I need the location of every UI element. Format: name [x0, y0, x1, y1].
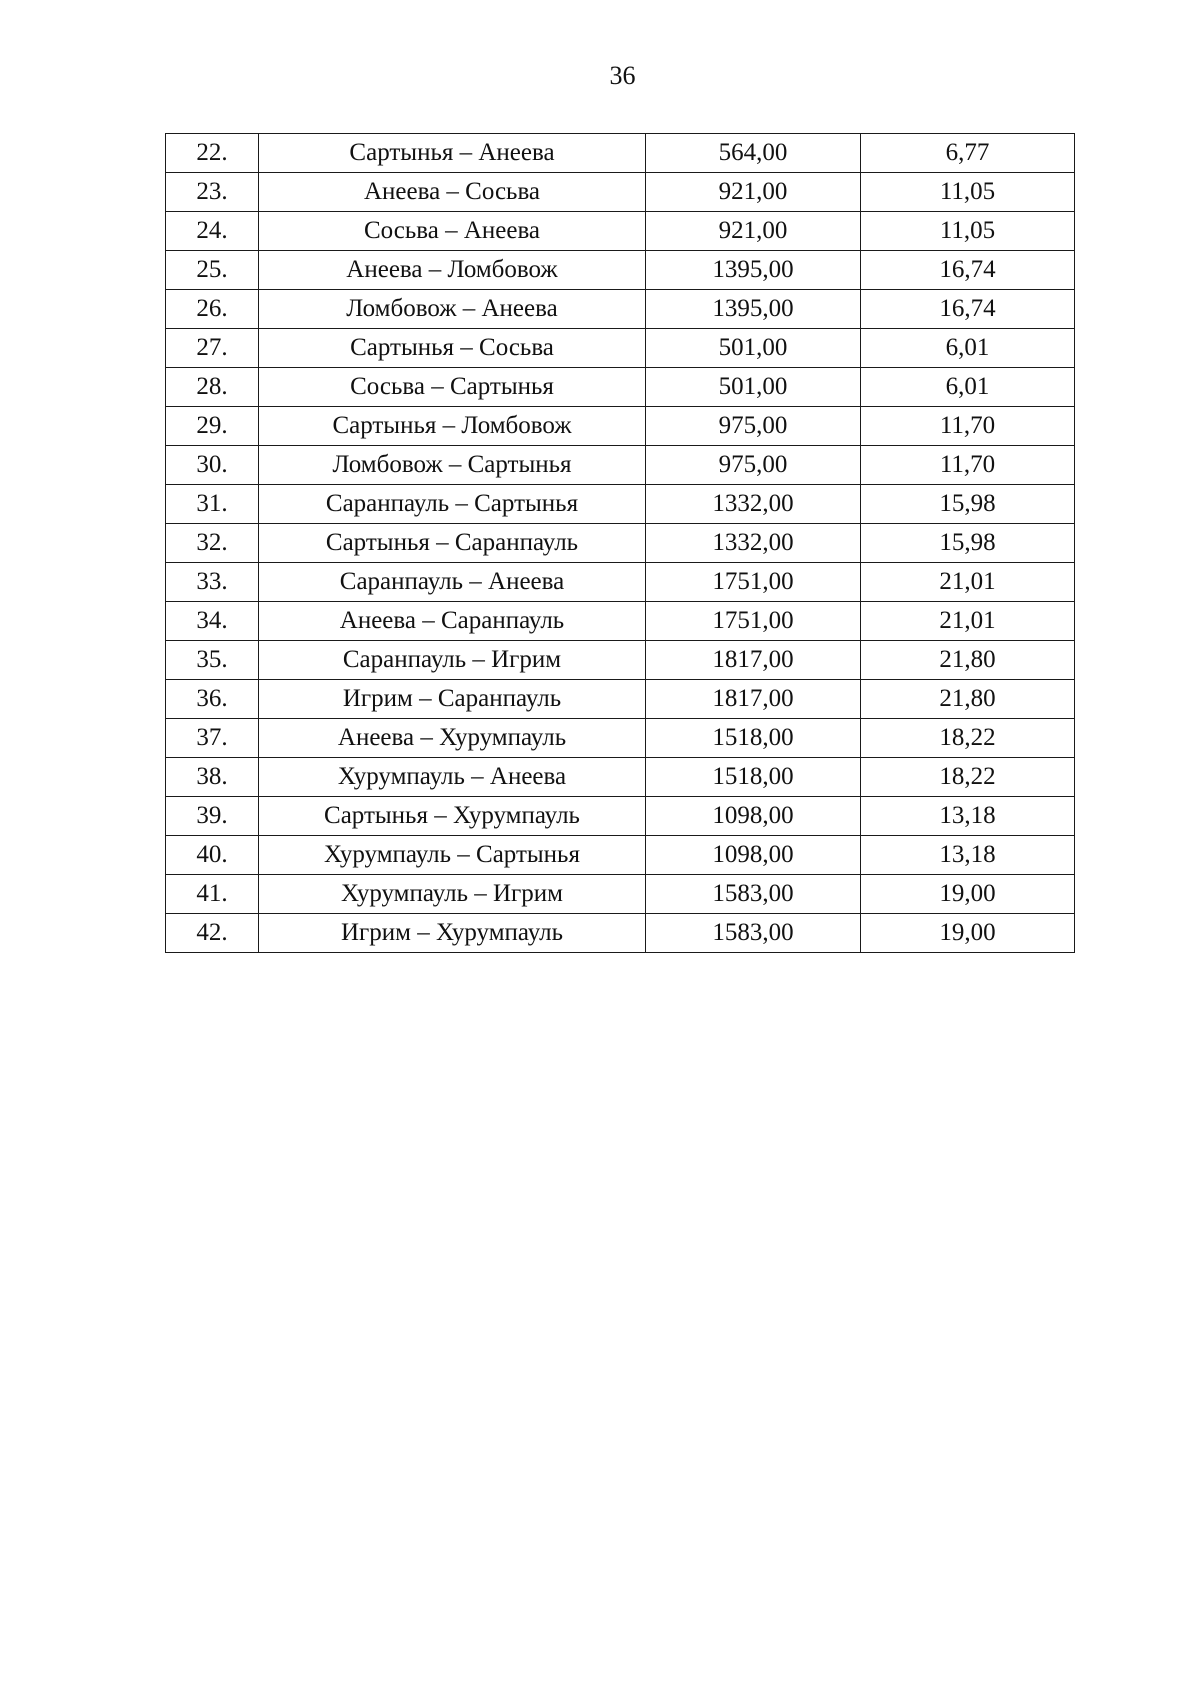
row-number-cell: 33.	[166, 563, 259, 602]
time-cell: 18,22	[861, 758, 1075, 797]
time-cell: 6,77	[861, 134, 1075, 173]
table-row	[166, 680, 1075, 719]
time-cell: 13,18	[861, 836, 1075, 875]
route-cell: Анеева – Хурумпауль	[259, 719, 646, 758]
route-cell: Анеева – Сосьва	[259, 173, 646, 212]
time-cell: 15,98	[861, 524, 1075, 563]
route-cell: Саранпауль – Сартынья	[259, 485, 646, 524]
route-cell: Хурумпауль – Игрим	[259, 875, 646, 914]
row-number-cell: 23.	[166, 173, 259, 212]
table-row	[166, 797, 1075, 836]
distance-cell: 1332,00	[646, 485, 861, 524]
row-number-cell: 31.	[166, 485, 259, 524]
distance-cell: 1583,00	[646, 875, 861, 914]
distance-cell: 975,00	[646, 407, 861, 446]
route-cell: Саранпауль – Игрим	[259, 641, 646, 680]
distance-cell: 1751,00	[646, 602, 861, 641]
row-number-cell: 35.	[166, 641, 259, 680]
time-cell: 19,00	[861, 914, 1075, 953]
route-cell: Сосьва – Анеева	[259, 212, 646, 251]
distance-cell: 1332,00	[646, 524, 861, 563]
table-row	[166, 329, 1075, 368]
table-row	[166, 290, 1075, 329]
distance-cell: 564,00	[646, 134, 861, 173]
route-cell: Хурумпауль – Анеева	[259, 758, 646, 797]
route-cell: Игрим – Хурумпауль	[259, 914, 646, 953]
time-cell: 11,05	[861, 212, 1075, 251]
route-cell: Сартынья – Саранпауль	[259, 524, 646, 563]
row-number-cell: 40.	[166, 836, 259, 875]
table-row	[166, 524, 1075, 563]
time-cell: 21,01	[861, 602, 1075, 641]
route-cell: Ломбовож – Сартынья	[259, 446, 646, 485]
route-cell: Игрим – Саранпауль	[259, 680, 646, 719]
table-row	[166, 368, 1075, 407]
table-row	[166, 758, 1075, 797]
page-number: 36	[609, 61, 636, 90]
time-cell: 16,74	[861, 251, 1075, 290]
time-cell: 16,74	[861, 290, 1075, 329]
row-number-cell: 36.	[166, 680, 259, 719]
route-cell: Сосьва – Сартынья	[259, 368, 646, 407]
table-row	[166, 836, 1075, 875]
row-number-cell: 41.	[166, 875, 259, 914]
route-cell: Сартынья – Сосьва	[259, 329, 646, 368]
table-row	[166, 875, 1075, 914]
time-cell: 11,70	[861, 407, 1075, 446]
row-number-cell: 26.	[166, 290, 259, 329]
distance-cell: 1395,00	[646, 290, 861, 329]
table-row	[166, 602, 1075, 641]
route-cell: Сартынья – Хурумпауль	[259, 797, 646, 836]
time-cell: 13,18	[861, 797, 1075, 836]
row-number-cell: 25.	[166, 251, 259, 290]
time-cell: 11,70	[861, 446, 1075, 485]
distance-cell: 501,00	[646, 368, 861, 407]
distance-cell: 1817,00	[646, 680, 861, 719]
distance-cell: 975,00	[646, 446, 861, 485]
table-row	[166, 173, 1075, 212]
route-cell: Анеева – Саранпауль	[259, 602, 646, 641]
distance-cell: 1583,00	[646, 914, 861, 953]
row-number-cell: 42.	[166, 914, 259, 953]
table-row	[166, 719, 1075, 758]
row-number-cell: 30.	[166, 446, 259, 485]
row-number-cell: 28.	[166, 368, 259, 407]
time-cell: 11,05	[861, 173, 1075, 212]
row-number-cell: 32.	[166, 524, 259, 563]
row-number-cell: 27.	[166, 329, 259, 368]
route-cell: Саранпауль – Анеева	[259, 563, 646, 602]
distance-cell: 1518,00	[646, 719, 861, 758]
route-table	[165, 133, 1075, 953]
row-number-cell: 39.	[166, 797, 259, 836]
table-row	[166, 407, 1075, 446]
row-number-cell: 38.	[166, 758, 259, 797]
distance-cell: 921,00	[646, 212, 861, 251]
route-cell: Хурумпауль – Сартынья	[259, 836, 646, 875]
table-row	[166, 446, 1075, 485]
table-row	[166, 212, 1075, 251]
distance-cell: 921,00	[646, 173, 861, 212]
distance-cell: 1395,00	[646, 251, 861, 290]
table-row	[166, 563, 1075, 602]
distance-cell: 1518,00	[646, 758, 861, 797]
row-number-cell: 24.	[166, 212, 259, 251]
route-cell: Ломбовож – Анеева	[259, 290, 646, 329]
distance-cell: 1751,00	[646, 563, 861, 602]
route-cell: Сартынья – Анеева	[259, 134, 646, 173]
distance-cell: 501,00	[646, 329, 861, 368]
route-cell: Анеева – Ломбовож	[259, 251, 646, 290]
row-number-cell: 34.	[166, 602, 259, 641]
row-number-cell: 29.	[166, 407, 259, 446]
time-cell: 21,01	[861, 563, 1075, 602]
table-row	[166, 641, 1075, 680]
distance-cell: 1817,00	[646, 641, 861, 680]
route-table-body	[166, 134, 1075, 953]
table-row	[166, 485, 1075, 524]
time-cell: 15,98	[861, 485, 1075, 524]
time-cell: 19,00	[861, 875, 1075, 914]
table-row	[166, 251, 1075, 290]
table-row	[166, 134, 1075, 173]
table-row	[166, 914, 1075, 953]
route-cell: Сартынья – Ломбовож	[259, 407, 646, 446]
time-cell: 18,22	[861, 719, 1075, 758]
time-cell: 21,80	[861, 680, 1075, 719]
time-cell: 6,01	[861, 368, 1075, 407]
row-number-cell: 22.	[166, 134, 259, 173]
row-number-cell: 37.	[166, 719, 259, 758]
distance-cell: 1098,00	[646, 836, 861, 875]
time-cell: 6,01	[861, 329, 1075, 368]
time-cell: 21,80	[861, 641, 1075, 680]
distance-cell: 1098,00	[646, 797, 861, 836]
